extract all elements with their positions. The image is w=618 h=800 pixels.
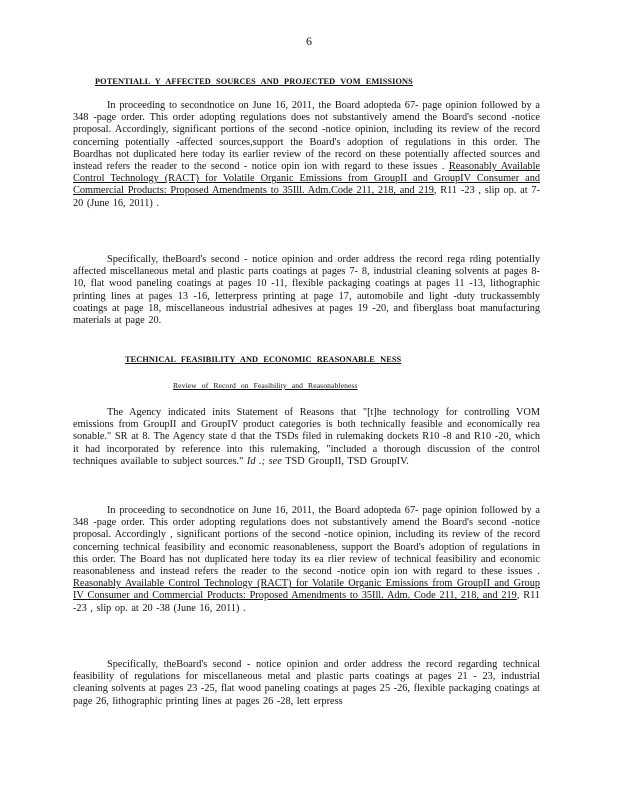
citation-tail: , R11 -23 , slip op. at 20 -38 (June 16, 2011) . — [73, 590, 540, 614]
see-signal: ; see — [261, 455, 282, 467]
case-citation: Reasonably Available Control Technology (RACT) for Volatile Organic Emissions from GroupII and Group IV Consumer and Commercial Products: Proposed Amendments to 35Ill. Adm. Code 211, 218, and 219 — [73, 578, 540, 602]
paragraph-second-notice-sources — [73, 100, 540, 210]
citation-tail: , R11 -23 , slip op. at 7-20 (June 16, 2011) . — [73, 185, 540, 209]
page-number: 6 — [306, 34, 312, 48]
paragraph-text: In proceeding to secondnotice on June 16, 2011, the Board adopteda 67- page opinion followed by a 348 -page order. This order adopting regulations does not substantively amend the Board's second -notice proposal. Accordingly , significant portions of the second -notice opinion, including its review of the record concerning technical feasibility and economic reasonableness, support the Board's adoption of regulations in this order. The Board has not duplicated here today its ea rlier review of technical feasibility and economic reasonableness and instead refers the reader to the second -notice opin ion with regard to these issues . — [73, 505, 540, 578]
subsection-heading-review-of-record: Review of Record on Feasibility and Reasonableness — [173, 381, 358, 390]
paragraph-feasibility-categories — [73, 659, 540, 708]
section-heading-technical-feasibility: TECHNICAL FEASIBILITY AND ECONOMIC REASONABLE NESS — [125, 355, 402, 364]
paragraph-agency-statement — [73, 407, 540, 468]
paragraph-second-notice-feasibility — [73, 505, 540, 615]
paragraph-tail: TSD GroupII, TSD GroupIV. — [285, 455, 409, 467]
case-citation: Reasonably Available Control Technology (RACT) for Volatile Organic Emissions from GroupII and GroupIV Consumer and Commercial Products: Proposed Amendments to 35Ill. Adm.Code 211, 218, and 219 — [73, 161, 541, 197]
section-heading-affected-sources: POTENTIALL Y AFFECTED SOURCES AND PROJECTED VOM EMISSIONS — [95, 77, 413, 86]
paragraph-text: Specifically, theBoard's second - notice opinion and order address the record regarding technical feasibility of regulations for miscellaneous metal and plastic parts coatings at pages 21 - 23, industrial cleaning solvents at pages 23 -25, flat wood paneling coatings at pages 25 -26, flexible packaging coatings at page 26, lithographic printing lines at pages 26 -28, lett erpress — [73, 659, 540, 707]
id-citation: Id . — [246, 455, 262, 467]
paragraph-text: The Agency indicated inits Statement of Reasons that "[t]he technology for controlling VOM emissions from GroupII and GroupIV product categories is both technically feasible and economically rea sonable." SR at 8. The Agency state d that the TSDs filed in rulemaking dockets R10 -8 and R10 -20, which it had incorporated by reference into this rulemaking, "included a thorough discussion of the control techniques available to subject sources." — [73, 407, 540, 467]
paragraph-text: Specifically, theBoard's second - notice opinion and order address the record rega rding potentially affected miscellaneous metal and plastic parts coatings at pages 7- 8, industrial cleaning solvents at pages 8-10, flat wood paneling coatings at pages 10 -11, flexible packaging coatings at pages 11 -13, lithographic printing lines at pages 13 -16, letterpress printing at page 17, automobile and light -duty truckassembly coatings at page 18, miscellaneous industrial adhesives at pages 19 -20, and fiberglass boat manufacturing materials at page 20. — [73, 254, 540, 327]
paragraph-text: In proceeding to secondnotice on June 16, 2011, the Board adopteda 67- page opinion followed by a 348 -page order. This order adopting regulations does not substantively amend the Board's second -notice proposal. Accordingly, significant portions of the second -notice opinion, including its review of the record concerning potentially -affected sources,support the Board's adoption of regulations in this order. The Boardhas not duplicated here today its earlier review of the record on these potentially affected sources and instead refers the reader to the second - notice opin ion with regard to these issues . — [73, 100, 540, 173]
paragraph-affected-categories — [73, 254, 540, 327]
